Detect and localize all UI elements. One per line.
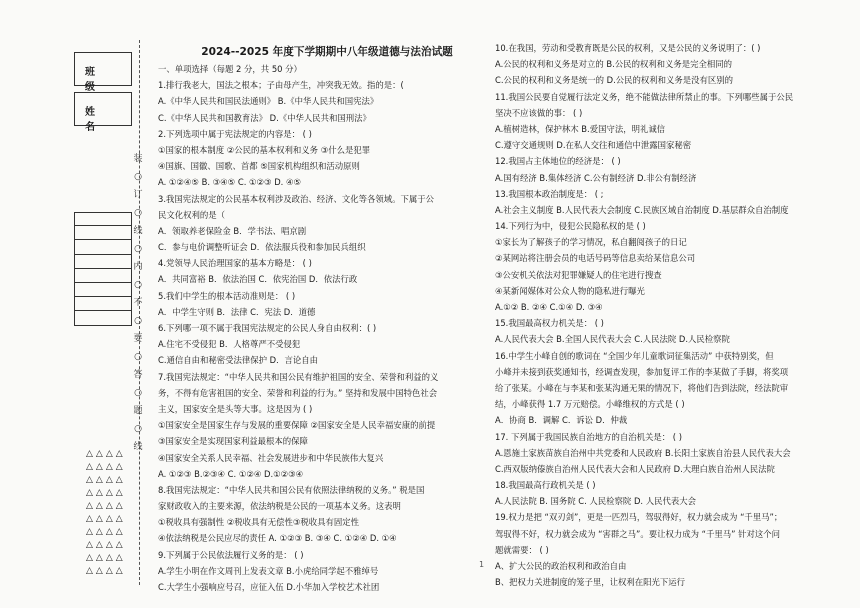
question-line: ①国家的根本制度 ②公民的基本权利和义务 ③什么是犯罪 xyxy=(158,144,371,155)
question-line: A．中学生守则 B．法律 C．宪法 D．道德 xyxy=(158,306,316,317)
triangle-marks xyxy=(86,448,126,578)
question-line: 题就需要： ( ) xyxy=(495,544,549,555)
question-line: A．协商 B．调解 C．诉讼 D．仲裁 xyxy=(495,415,628,426)
question-line: 6.下列哪一项不属于我国宪法规定的公民人身自由权利：( ) xyxy=(158,323,377,333)
seal-char: 订 xyxy=(133,190,143,200)
question-line: C．参与电价调整听证会 D．依法服兵役和参加民兵组织 xyxy=(158,242,366,253)
triangle-row: △△△△ xyxy=(86,488,126,498)
number-cell xyxy=(74,212,132,226)
seal-char: 线 xyxy=(133,226,143,236)
question-line: ②某网站将注册会员的电话号码等信息卖给某信息公司 xyxy=(495,253,696,264)
question-line: 2.下列选项中属于宪法规定的内容是： ( ) xyxy=(158,128,312,139)
question-line: A.①② B. ②④ C.①④ D. ③④ xyxy=(495,302,603,312)
question-line: A.植树造林，保护林木 B.爱国守法，明礼诚信 xyxy=(495,123,666,134)
question-line: 结，小峰获得 1.7 万元赔偿。小峰维权的方式是 ( ) xyxy=(495,399,685,410)
question-line: C.大学生小强响应号召，应征入伍 D.小华加入学校艺术社团 xyxy=(158,582,380,592)
page-mark: 1 xyxy=(479,560,485,569)
triangle-row: △△△△ xyxy=(86,449,126,459)
triangle-row: △△△△ xyxy=(86,540,126,550)
question-line: ①家长为了解孩子的学习情况，私自翻阅孩子的日记 xyxy=(495,237,687,248)
triangle-row: △△△△ xyxy=(86,462,126,472)
seal-char: ○ xyxy=(134,316,142,326)
number-cells xyxy=(74,212,132,326)
question-line: ①国家安全是国家生存与发展的重要保障 ②国家安全是人民幸福安康的前提 xyxy=(158,420,436,431)
number-cell xyxy=(74,240,132,254)
number-cell xyxy=(74,283,132,297)
question-line: 19.权力是把 “双刃剑”，更是一匹烈马，驾驭得好，权力就会成为 “千里马”； xyxy=(495,512,783,523)
question-line: A.住宅不受侵犯 B．人格尊严不受侵犯 xyxy=(158,339,301,350)
question-line: B、把权力关进制度的笼子里，让权利在阳光下运行 xyxy=(495,577,685,588)
question-line: C.公民的权利和义务是统一的 D.公民的权利和义务是没有区别的 xyxy=(495,75,734,86)
question-line: ④国家安全关系人民幸福、社会发展进步和中华民族伟大复兴 xyxy=(158,452,384,463)
question-line: A．领取养老保险金 B．学书法、唱京剧 xyxy=(158,225,307,236)
triangle-row: △△△△ xyxy=(86,566,126,576)
question-line: 7.我国宪法规定：“中华人民共和国公民有维护祖国的安全、荣誉和利益的义 xyxy=(158,371,439,382)
number-cell xyxy=(74,297,132,311)
right-column xyxy=(495,40,835,590)
number-cell xyxy=(74,269,132,283)
triangle-row: △△△△ xyxy=(86,553,126,563)
question-line: 17. 下列属于我国民族自治地方的自治机关是： ( ) xyxy=(495,431,682,442)
left-column xyxy=(158,43,488,595)
seal-char: ○ xyxy=(134,388,142,398)
question-line: 民文化权利的是（ xyxy=(158,209,225,220)
question-line: 9.下列属于公民依法履行义务的是： ( ) xyxy=(158,549,304,560)
question-line: 1.排行我老大，国法之根本；子由母产生，冲突我无效。指的是：( xyxy=(158,80,404,91)
question-line: C.西双版纳傣族自治州人民代表大会和人民政府 D.大理白族自治州人民法院 xyxy=(495,463,775,474)
question-line: A. ①②④⑤ B. ③④⑤ C. ①②③ D. ④⑤ xyxy=(158,177,302,188)
question-line: A.恩施土家族苗族自治州中共党委和人民政府 B.长阳土家族自治县人民代表大会 xyxy=(495,447,791,458)
question-line: ④国旗、国徽、国歌、首都 ⑤国家机构组织和活动原则 xyxy=(158,161,360,172)
question-line: 主义，国家安全是头等大事。这是因为 ( ) xyxy=(158,403,313,414)
question-line: 务，不得有危害祖国的安全、荣誉和利益的行为。” 坚持和发展中国特色社会 xyxy=(158,387,438,398)
question-line: A.人民代表大会 B.全国人民代表大会 C.人民法院 D.人民检察院 xyxy=(495,334,730,345)
question-line: 18.我国最高行政机关是 ( ) xyxy=(495,480,596,491)
question-line: A.《中华人民共和国民法通则》 B.《中华人民共和国宪法》 xyxy=(158,96,379,107)
question-line: 12.我国占主体地位的经济是： ( ) xyxy=(495,156,621,167)
question-line: A.学生小明在作文周刊上发表文章 B.小虎给同学起不雅绰号 xyxy=(158,565,379,576)
seal-char: ○ xyxy=(134,280,142,290)
seal-char: ○ xyxy=(134,352,142,362)
class-box xyxy=(74,52,132,93)
question-line: 14.下列行为中，侵犯公民隐私权的是 ( ) xyxy=(495,221,646,232)
name-box xyxy=(74,92,132,133)
seal-char: 内 xyxy=(133,262,143,272)
number-cell xyxy=(74,226,132,240)
seal-char: 装 xyxy=(133,154,143,164)
seal-char: ○ xyxy=(134,244,142,254)
question-line: C.遵守交通规则 D.在私人交往和通信中泄露国家秘密 xyxy=(495,140,692,151)
seal-char: ○ xyxy=(134,208,142,218)
question-line: 驾驭得不好，权力就会成为 “害群之马”。要让权力成为 “千里马” 针对这个问 xyxy=(495,528,780,539)
question-line: A．共同富裕 B．依法治国 C．依宪治国 D．依法行政 xyxy=(158,274,358,285)
triangle-row: △△△△ xyxy=(86,501,126,511)
seal-line-text xyxy=(132,150,144,456)
question-line: ④某新闻媒体对公众人物的隐私进行曝光 xyxy=(495,285,645,296)
number-cell xyxy=(74,255,132,269)
question-line: C.《中华人民共和国教育法》 D.《中华人民共和国刑法》 xyxy=(158,112,371,123)
question-line: ①税收具有强制性 ②税收具有无偿性③税收具有固定性 xyxy=(158,517,360,528)
triangle-row: △△△△ xyxy=(86,514,126,524)
question-line: 小峰并未接到获奖通知书，经调查发现，参加复评工作的李某做了手脚，将奖项 xyxy=(495,366,789,377)
question-line: 一、单项选择（每题 2 分，共 50 分） xyxy=(158,64,302,74)
question-line: ③公安机关依法对犯罪嫌疑人的住宅进行搜查 xyxy=(495,269,662,280)
question-line: 16.中学生小峰自创的歌词在 “全国少年儿童歌词征集活动” 中获特别奖，但 xyxy=(495,350,774,361)
triangle-row: △△△△ xyxy=(86,475,126,485)
question-line: 10.在我国，劳动和受教育既是公民的权利，又是公民的义务说明了：( ) xyxy=(495,43,761,53)
question-line: A.人民法院 B. 国务院 C. 人民检察院 D. 人民代表大会 xyxy=(495,496,696,507)
question-line: 8.我国宪法规定：“中华人民共和国公民有依照法律纳税的义务。” 税是国 xyxy=(158,484,425,495)
question-line: 3.我国宪法规定的公民基本权利涉及政治、经济、文化等各领域。下属于公 xyxy=(158,193,434,204)
question-line: A.社会主义制度 B.人民代表大会制度 C.民族区域自治制度 D.基层群众自治制度 xyxy=(495,204,789,215)
question-line: 坚决不应该做的事： ( ) xyxy=(495,107,583,118)
binding-margin xyxy=(74,52,132,480)
question-line: ③国家安全是实现国家利益最根本的保障 xyxy=(158,436,308,447)
seal-char: ○ xyxy=(134,172,142,182)
question-line: 13.我国根本政治制度是： ( ; xyxy=(495,188,604,199)
seal-char: 线 xyxy=(133,442,143,452)
question-line: A. ①②③ B.②③④ C. ①②④ D.①②③④ xyxy=(158,468,304,479)
name-label: 姓 名 xyxy=(85,107,109,133)
triangle-row: △△△△ xyxy=(86,527,126,537)
question-line: 家财政收入的主要来源，依法纳税是公民的一项基本义务。这表明 xyxy=(158,501,401,512)
seal-char: 题 xyxy=(133,406,143,416)
seal-char: 要 xyxy=(133,334,143,344)
question-line: 给了张某。小峰在与李某和张某沟通无果的情况下，将他们告到法院，经法院审 xyxy=(495,382,789,393)
question-line: ④依法纳税是公民应尽的责任 A. ①②③ B. ③④ C. ①②④ D. ①④ xyxy=(158,533,397,544)
question-line: 4.党领导人民治理国家的基本方略是： ( ) xyxy=(158,258,312,269)
seal-char: ○ xyxy=(134,424,142,434)
question-line: A、扩大公民的政治权利和政治自由 xyxy=(495,561,627,571)
question-line: C.通信自由和秘密受法律保护 D．言论自由 xyxy=(158,355,318,366)
question-line: A.国有经济 B.集体经济 C.公有制经济 D.非公有制经济 xyxy=(495,172,697,183)
question-line: 5.我们中学生的根本活动准则是： ( ) xyxy=(158,290,296,301)
question-line: 11.我国公民要自觉履行法定义务，绝不能做法律所禁止的事。下列哪些属于公民 xyxy=(495,91,794,102)
question-line: 15.我国最高权力机关是： ( ) xyxy=(495,318,604,329)
class-label: 班 级 xyxy=(85,67,109,93)
number-cell xyxy=(74,311,132,325)
question-line: A.公民的权利和义务是对立的 B.公民的权利和义务是完全相同的 xyxy=(495,59,733,70)
seal-char: 不 xyxy=(133,298,143,308)
exam-title: 2024--2025 年度下学期期中八年级道德与法治试题 xyxy=(201,46,453,58)
seal-char: 答 xyxy=(133,370,143,380)
